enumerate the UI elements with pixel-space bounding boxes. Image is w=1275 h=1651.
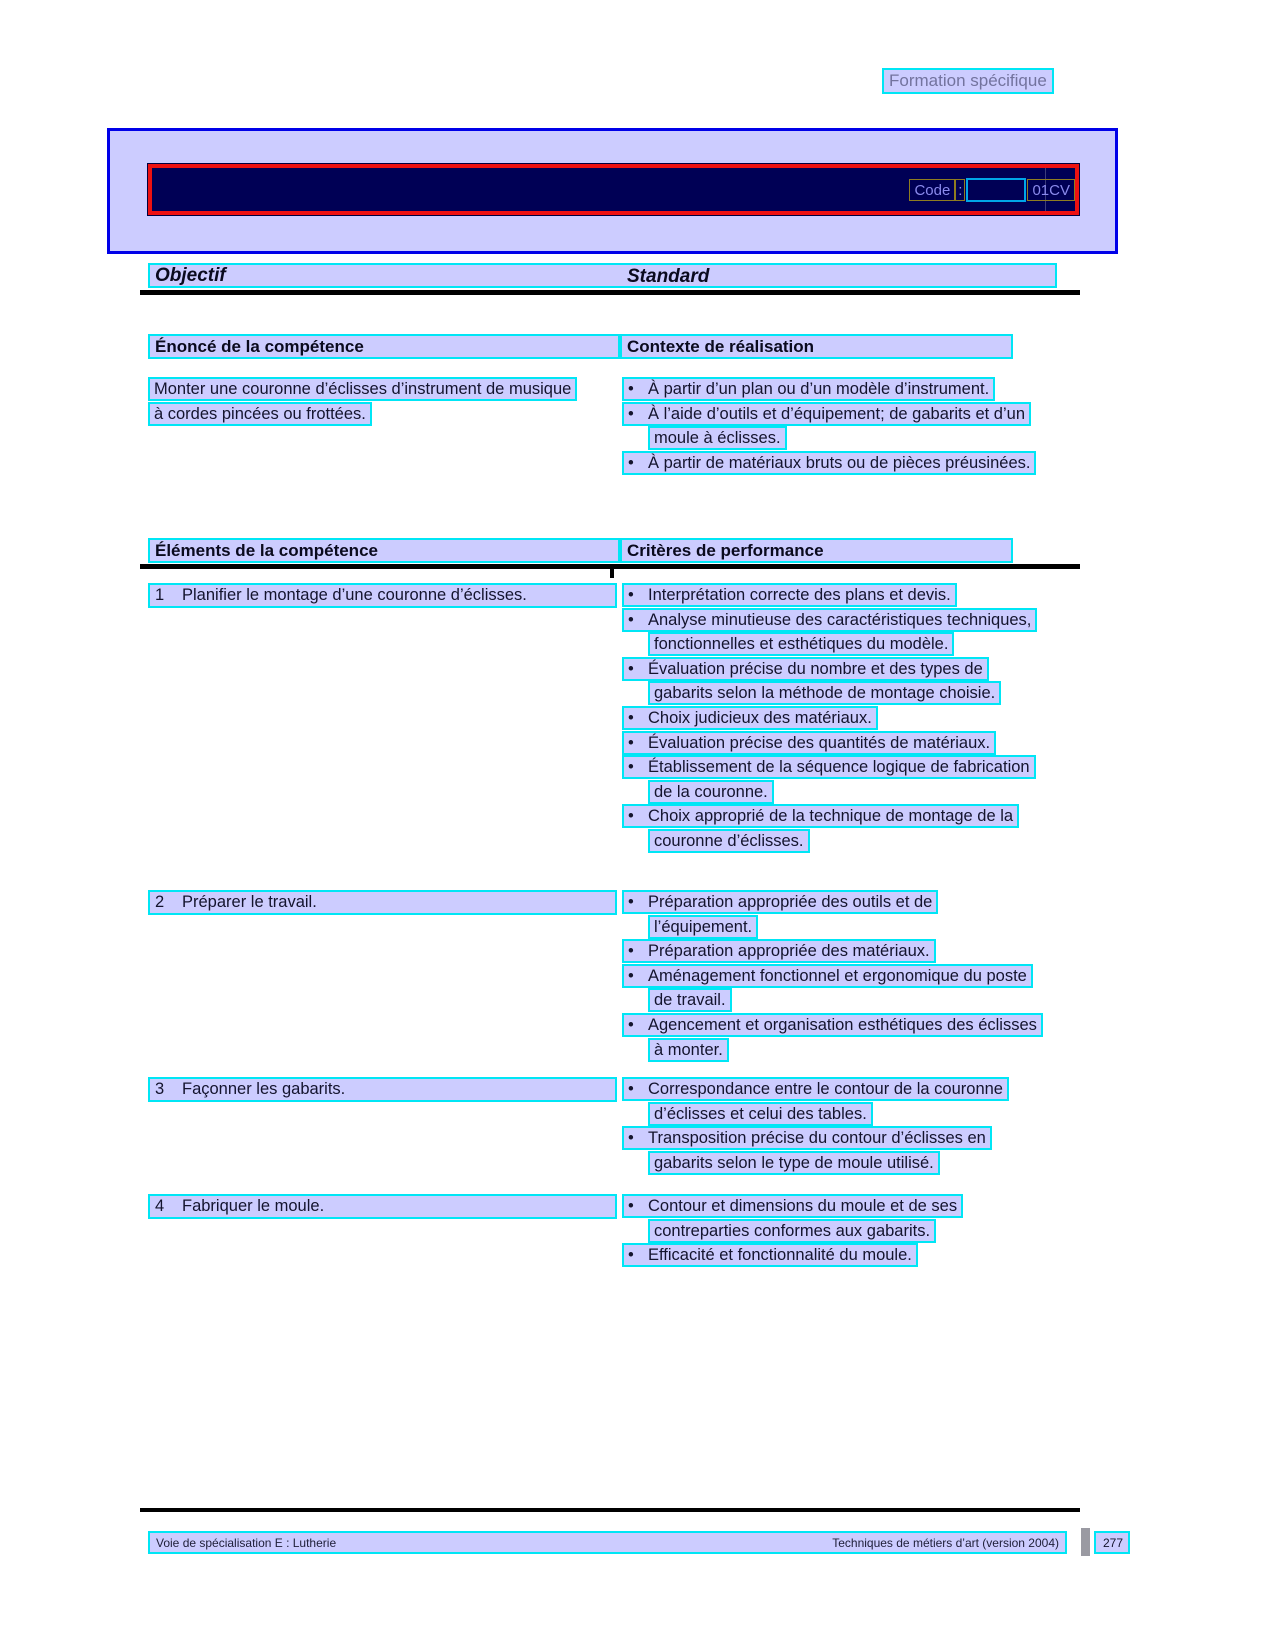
bullet-icon: •	[628, 1129, 634, 1148]
bullet-icon: •	[628, 380, 634, 398]
column-title-objectif: Objectif	[155, 264, 226, 286]
element-label-bar	[148, 583, 617, 608]
bullet-icon: •	[628, 659, 634, 678]
element-label-bar	[148, 1194, 617, 1219]
element-number: 3	[155, 1080, 165, 1099]
element-number: 2	[155, 893, 165, 912]
section-rule	[140, 290, 1080, 295]
code-separator: :	[955, 179, 965, 201]
bullet-icon: •	[628, 586, 634, 604]
bullet-icon: •	[628, 758, 634, 777]
footer-bar	[148, 1531, 1067, 1554]
heading-enonce-label: Énoncé de la compétence	[155, 336, 364, 356]
criteria-list	[622, 890, 1040, 1062]
context-column	[622, 377, 1042, 475]
running-head	[882, 68, 1054, 94]
criteria-column	[622, 890, 1042, 1062]
heading-contexte-label: Contexte de réalisation	[627, 336, 815, 356]
list-item: • Établissement de la séquence logique de fabrication de la couronne.	[622, 755, 1040, 804]
element-number: 4	[155, 1197, 165, 1216]
enonce-content	[148, 377, 1068, 507]
code-field	[966, 178, 1026, 202]
list-item: • Correspondance entre le contour de la couronne d’éclisses et celui des tables.	[622, 1077, 1040, 1126]
bullet-icon: •	[628, 1197, 634, 1215]
element-label: Préparer le travail.	[182, 893, 317, 912]
bullet-icon: •	[628, 708, 634, 727]
footer-page-box	[1094, 1531, 1130, 1554]
heading-row-elements	[148, 538, 1013, 563]
heading-elements	[148, 538, 620, 563]
column-divider-tick	[610, 569, 614, 578]
criteria-column	[622, 1077, 1042, 1175]
list-item: • Transposition précise du contour d’éclisses en gabarits selon le type de moule utilisé.	[622, 1126, 1040, 1175]
code-group	[909, 178, 1075, 202]
heading-elements-label: Éléments de la compétence	[155, 540, 378, 560]
code-label: Code	[909, 179, 955, 201]
list-item: • Préparation appropriée des matériaux.	[622, 939, 1040, 964]
list-item: • Préparation appropriée des outils et de l’équipement.	[622, 890, 1040, 939]
criteria-column	[622, 1194, 1042, 1268]
heading-enonce	[148, 334, 620, 359]
list-item: • À l’aide d’outils et d’équipement; de gabarits et d’un moule à éclisses.	[622, 402, 1040, 451]
element-label: Planifier le montage d’une couronne d’éclisses.	[182, 586, 527, 605]
column-title-bar	[148, 263, 1057, 288]
competence-statement	[148, 377, 573, 426]
list-item: • Efficacité et fonctionnalité du moule.	[622, 1243, 1040, 1268]
footer-rule	[140, 1508, 1080, 1512]
list-item: • À partir d’un plan ou d’un modèle d’instrument.	[622, 377, 1040, 402]
list-item: • Évaluation précise des quantités de matériaux.	[622, 731, 1040, 756]
code-value: 01CV	[1027, 179, 1075, 201]
bullet-icon: •	[628, 966, 634, 985]
bullet-icon: •	[628, 1015, 634, 1034]
criteria-list	[622, 583, 1040, 854]
list-item: • Choix approprié de la technique de montage de la couronne d’éclisses.	[622, 804, 1040, 853]
bullet-icon: •	[628, 404, 634, 423]
bullet-icon: •	[628, 1080, 634, 1098]
title-banner	[148, 164, 1079, 215]
criteria-column	[622, 583, 1042, 854]
context-bullet-list	[622, 377, 1040, 475]
list-item: • Choix judicieux des matériaux.	[622, 706, 1040, 731]
heading-contexte	[620, 334, 1013, 359]
criteria-list	[622, 1077, 1040, 1175]
list-item: • Aménagement fonctionnel et ergonomique du poste de travail.	[622, 964, 1040, 1013]
bullet-icon: •	[628, 610, 634, 629]
element-label: Fabriquer le moule.	[182, 1197, 325, 1216]
footer-page-number: 277	[1102, 1535, 1123, 1550]
footer-left-text: Voie de spécialisation E : Lutherie	[156, 1535, 337, 1550]
column-title-row	[148, 263, 1057, 288]
competence-statement-text: Monter une couronne d’éclisses d’instrument de musique à cordes pincées ou frottées.	[148, 377, 577, 426]
bullet-icon: •	[628, 1246, 634, 1265]
element-label-bar	[148, 1077, 617, 1102]
column-title-standard: Standard	[627, 266, 710, 287]
element-number: 1	[155, 586, 165, 605]
header-panel	[107, 128, 1118, 254]
heading-criteres-label: Critères de performance	[627, 540, 824, 560]
heading-criteres	[620, 538, 1013, 563]
bullet-icon: •	[628, 453, 634, 472]
element-label-bar	[148, 890, 617, 915]
running-head-label: Formation spécifique	[889, 71, 1047, 90]
list-item: • Évaluation précise du nombre et des types de gabarits selon la méthode de montage choisie.	[622, 657, 1040, 706]
heading-row-enonce	[148, 334, 1013, 359]
criteria-list	[622, 1194, 1040, 1268]
bullet-icon: •	[628, 942, 634, 961]
footer-right-text: Techniques de métiers d’art (version 2004)	[832, 1535, 1059, 1550]
list-item: • Interprétation correcte des plans et devis.	[622, 583, 1040, 608]
list-item: • Contour et dimensions du moule et de ses contreparties conformes aux gabarits.	[622, 1194, 1040, 1243]
list-item: • À partir de matériaux bruts ou de pièces préusinées.	[622, 451, 1040, 476]
footer-divider-bar	[1081, 1528, 1090, 1556]
list-item: • Agencement et organisation esthétiques des éclisses à monter.	[622, 1013, 1040, 1062]
element-label: Façonner les gabarits.	[182, 1080, 346, 1099]
bullet-icon: •	[628, 893, 634, 911]
bullet-icon: •	[628, 733, 634, 752]
bullet-icon: •	[628, 807, 634, 826]
list-item: • Analyse minutieuse des caractéristiques techniques, fonctionnelles et esthétiques du modèle.	[622, 608, 1040, 657]
